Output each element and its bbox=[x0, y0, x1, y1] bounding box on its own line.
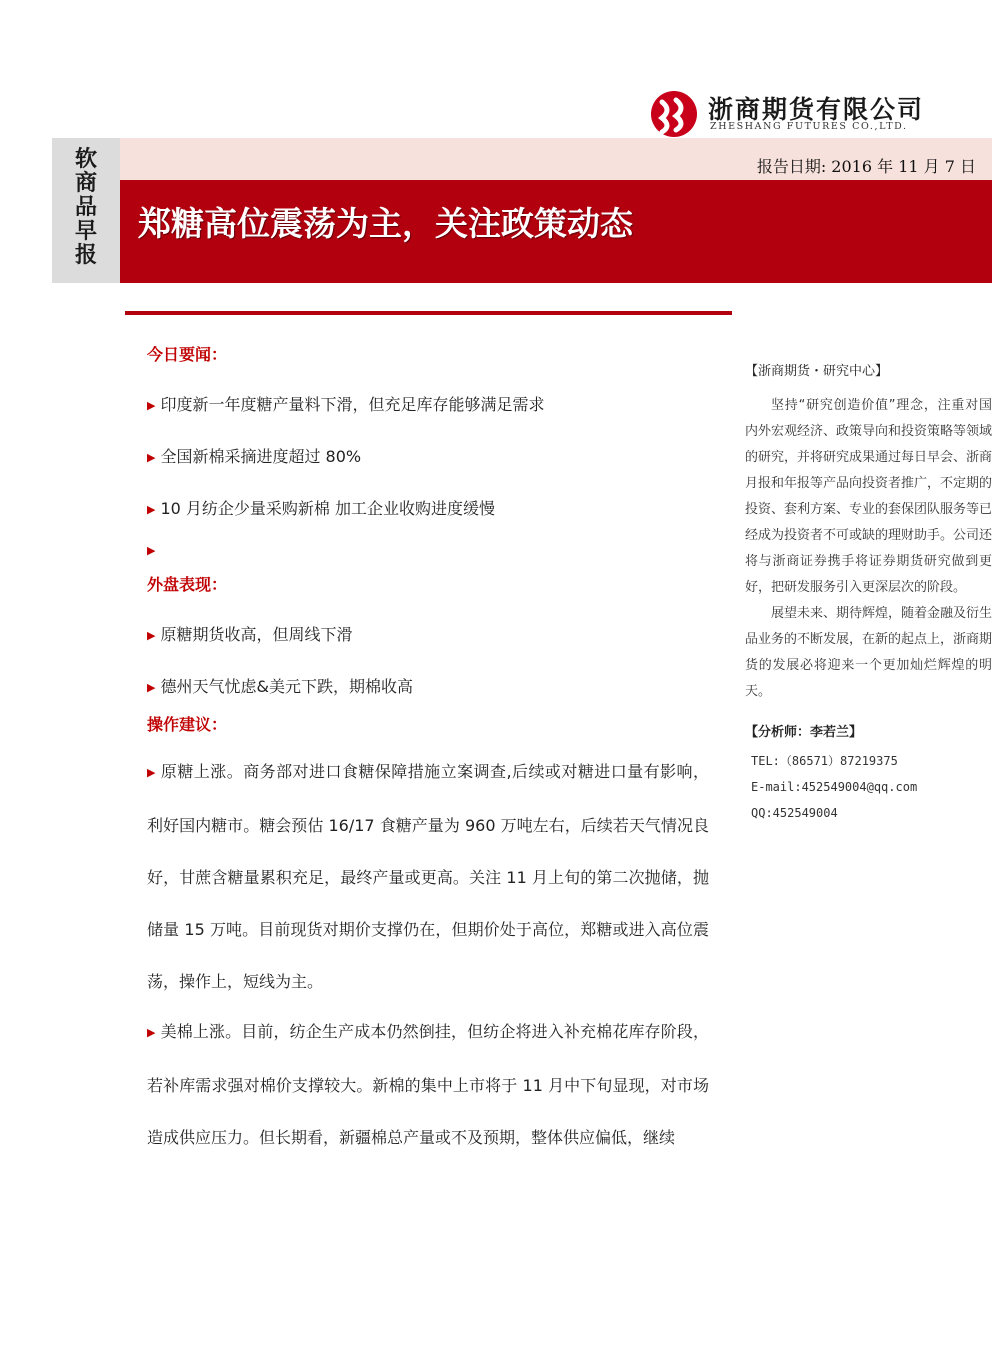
bullet-arrow-icon: ▶ bbox=[147, 681, 156, 694]
analyst-email: E-mail:452549004@qq.com bbox=[751, 780, 918, 794]
company-name-en: ZHESHANG FUTURES CO.,LTD. bbox=[710, 121, 908, 132]
company-logo-icon bbox=[648, 90, 700, 138]
analyst-qq: QQ:452549004 bbox=[751, 806, 838, 820]
report-category-char: 品 bbox=[74, 195, 97, 220]
bullet-arrow-icon: ▶ bbox=[147, 451, 156, 464]
bullet-arrow-icon: ▶ bbox=[147, 766, 156, 779]
report-title: 郑糖高位震荡为主，关注政策动态 bbox=[138, 204, 633, 243]
research-center-sidebar bbox=[745, 360, 992, 826]
advice-heading: 操作建议： bbox=[147, 715, 228, 734]
section-divider bbox=[125, 311, 732, 315]
news-item: ▶ 全国新棉采摘进度超过 80% bbox=[147, 447, 362, 466]
report-date: 报告日期: 2016 年 11 月 7 日 bbox=[756, 157, 976, 176]
report-category-char: 早 bbox=[74, 219, 97, 244]
date-strip bbox=[120, 138, 992, 180]
report-category-tab bbox=[52, 138, 120, 283]
bullet-arrow-icon: ▶ bbox=[147, 629, 156, 642]
sidebar-outlook-paragraph: 展望未来、期待辉煌，随着金融及衍生品业务的不断发展，在新的起点上，浙商期货的发展必将迎来一个更加灿烂辉煌的明天。 bbox=[745, 606, 992, 699]
title-band bbox=[120, 180, 992, 283]
news-item bbox=[147, 540, 160, 559]
overseas-item: ▶ 德州天气忧虑&美元下跌，期棉收高 bbox=[147, 677, 413, 696]
news-item: ▶ 10 月纺企少量采购新棉 加工企业收购进度缓慢 bbox=[147, 499, 496, 518]
news-item: ▶ 印度新一年度糖产量料下滑，但充足库存能够满足需求 bbox=[147, 395, 545, 414]
sidebar-heading: 【浙商期货・研究中心】 bbox=[745, 364, 889, 379]
overseas-heading: 外盘表现： bbox=[147, 575, 228, 594]
bullet-arrow-icon: ▶ bbox=[147, 544, 156, 557]
news-heading: 今日要闻： bbox=[147, 345, 228, 364]
report-category bbox=[52, 148, 120, 268]
bullet-arrow-icon: ▶ bbox=[147, 399, 156, 412]
advice-cotton-paragraph: ▶ 美棉上涨。目前，纺企生产成本仍然倒挂，但纺企将进入补充棉花库存阶段，若补库需求强对棉价支撑较大。新棉的集中上市将于 11 月中下旬显现，对市场造成供应压力。但长期看，新疆棉总产量或不及预期，整体供应偏低，继续 bbox=[147, 1022, 709, 1147]
report-category-char: 报 bbox=[74, 243, 97, 268]
bullet-arrow-icon: ▶ bbox=[147, 503, 156, 516]
bullet-arrow-icon: ▶ bbox=[147, 1026, 156, 1039]
overseas-item: ▶ 原糖期货收高，但周线下滑 bbox=[147, 625, 353, 644]
analyst-tel: TEL:（86571）87219375 bbox=[751, 754, 898, 768]
report-category-char: 商 bbox=[74, 171, 97, 196]
report-category-char: 软 bbox=[74, 147, 97, 172]
advice-sugar-paragraph: ▶ 原糖上涨。商务部对进口食糖保障措施立案调查,后续或对糖进口量有影响，利好国内糖市。糖会预估 16/17 食糖产量为 960 万吨左右，后续若天气情况良好，甘蔗含糖量累积充足，最终产量或更高。关注 11 月上旬的第二次抛储，抛储量 15 万吨。目前现货对期价支撑仍在，但期价处于高位，郑糖或进入高位震荡，操作上，短线为主。 bbox=[147, 762, 709, 991]
company-logo bbox=[648, 88, 928, 138]
analyst-name: 【分析师：李若兰】 bbox=[745, 725, 863, 740]
sidebar-intro-paragraph: 坚持“研究创造价值”理念，注重对国内外宏观经济、政策导向和投资策略等领域的研究，并将研究成果通过每日早会、浙商月报和年报等产品向投资者推广，不定期的投资、套利方案、专业的套保团队服务等已经成为投资者不可或缺的理财助手。公司还将与浙商证券携手将证券期货研究做到更好，把研发服务引入更深层次的阶段。 bbox=[745, 398, 992, 595]
company-name-cn: 浙商期货有限公司 bbox=[708, 95, 925, 124]
